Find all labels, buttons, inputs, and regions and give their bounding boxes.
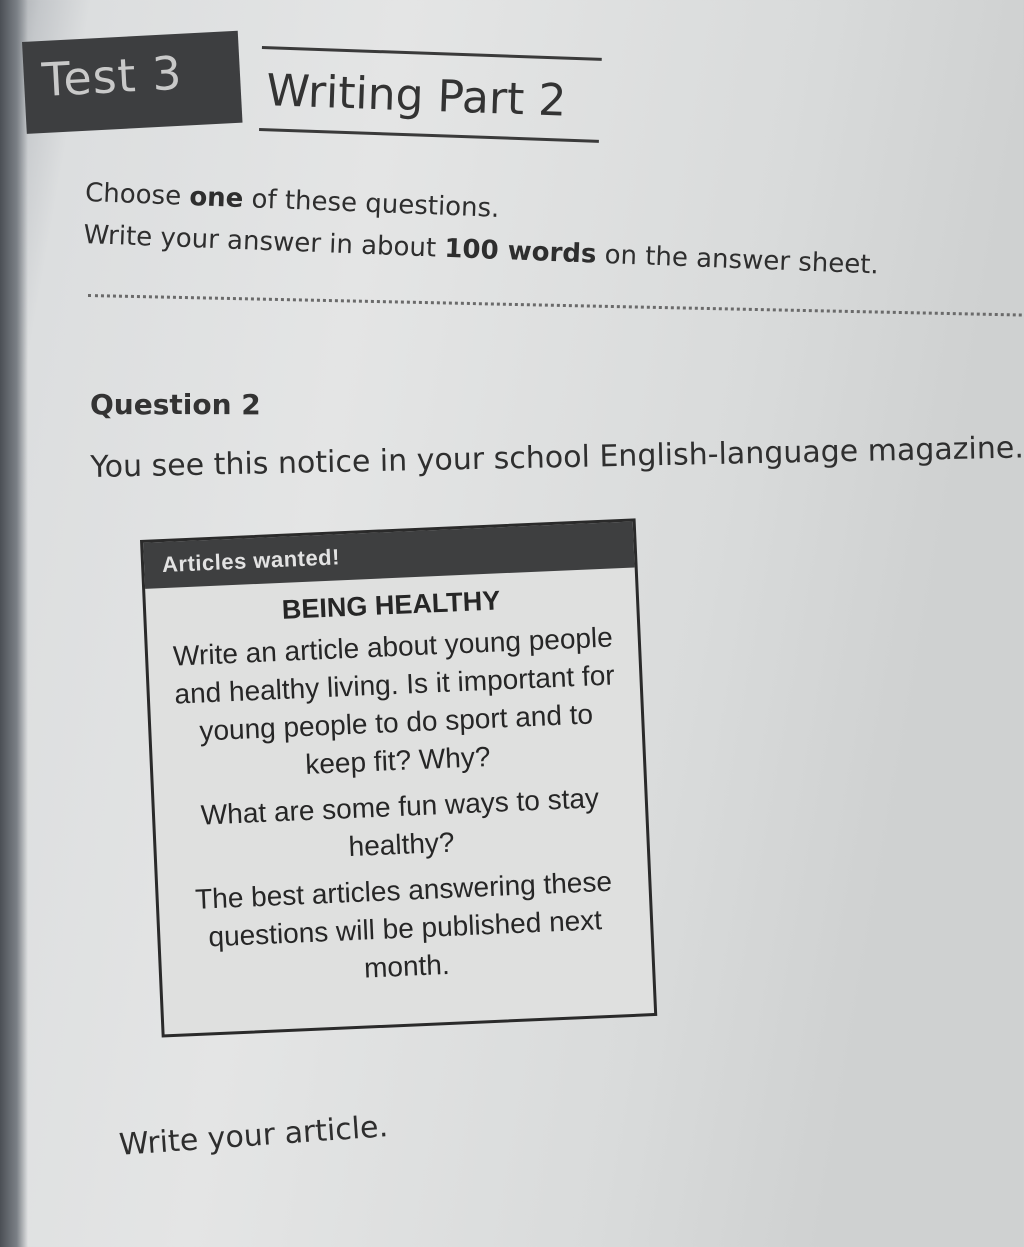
- part-title-block: [259, 46, 602, 143]
- dotted-divider: [88, 294, 1024, 317]
- test-number-tab: [22, 31, 243, 134]
- question-label: Question 2: [90, 388, 261, 421]
- closing-instruction: Write your article.: [118, 1109, 390, 1163]
- notice-paragraph-3: The best articles answering these questions will be published next month.: [194, 865, 613, 984]
- notice-body: [145, 567, 654, 1034]
- question-prompt: You see this notice in your school English-language magazine.: [90, 430, 1024, 485]
- test-label: Test 3: [40, 45, 184, 107]
- instructions: [83, 172, 881, 286]
- emphasis-one: one: [188, 181, 244, 215]
- notice-paragraph-1: Write an article about young people and healthy living. Is it important for young people to do sport and to keep fit? Why?: [172, 621, 616, 780]
- notice-title: BEING HEALTHY: [281, 585, 501, 625]
- part-title: Writing Part 2: [265, 65, 568, 127]
- instruction-line-1: Choose one of these questions.: [84, 177, 500, 224]
- notice-paragraph-2: What are some fun ways to stay healthy?: [200, 782, 600, 863]
- instruction-line-2: Write your answer in about 100 words on the answer sheet.: [83, 219, 880, 281]
- page-binding-shadow: [0, 0, 28, 1247]
- notice-header: Articles wanted!: [143, 521, 635, 588]
- emphasis-word-count: 100 words: [443, 233, 597, 270]
- notice-box: [140, 518, 657, 1037]
